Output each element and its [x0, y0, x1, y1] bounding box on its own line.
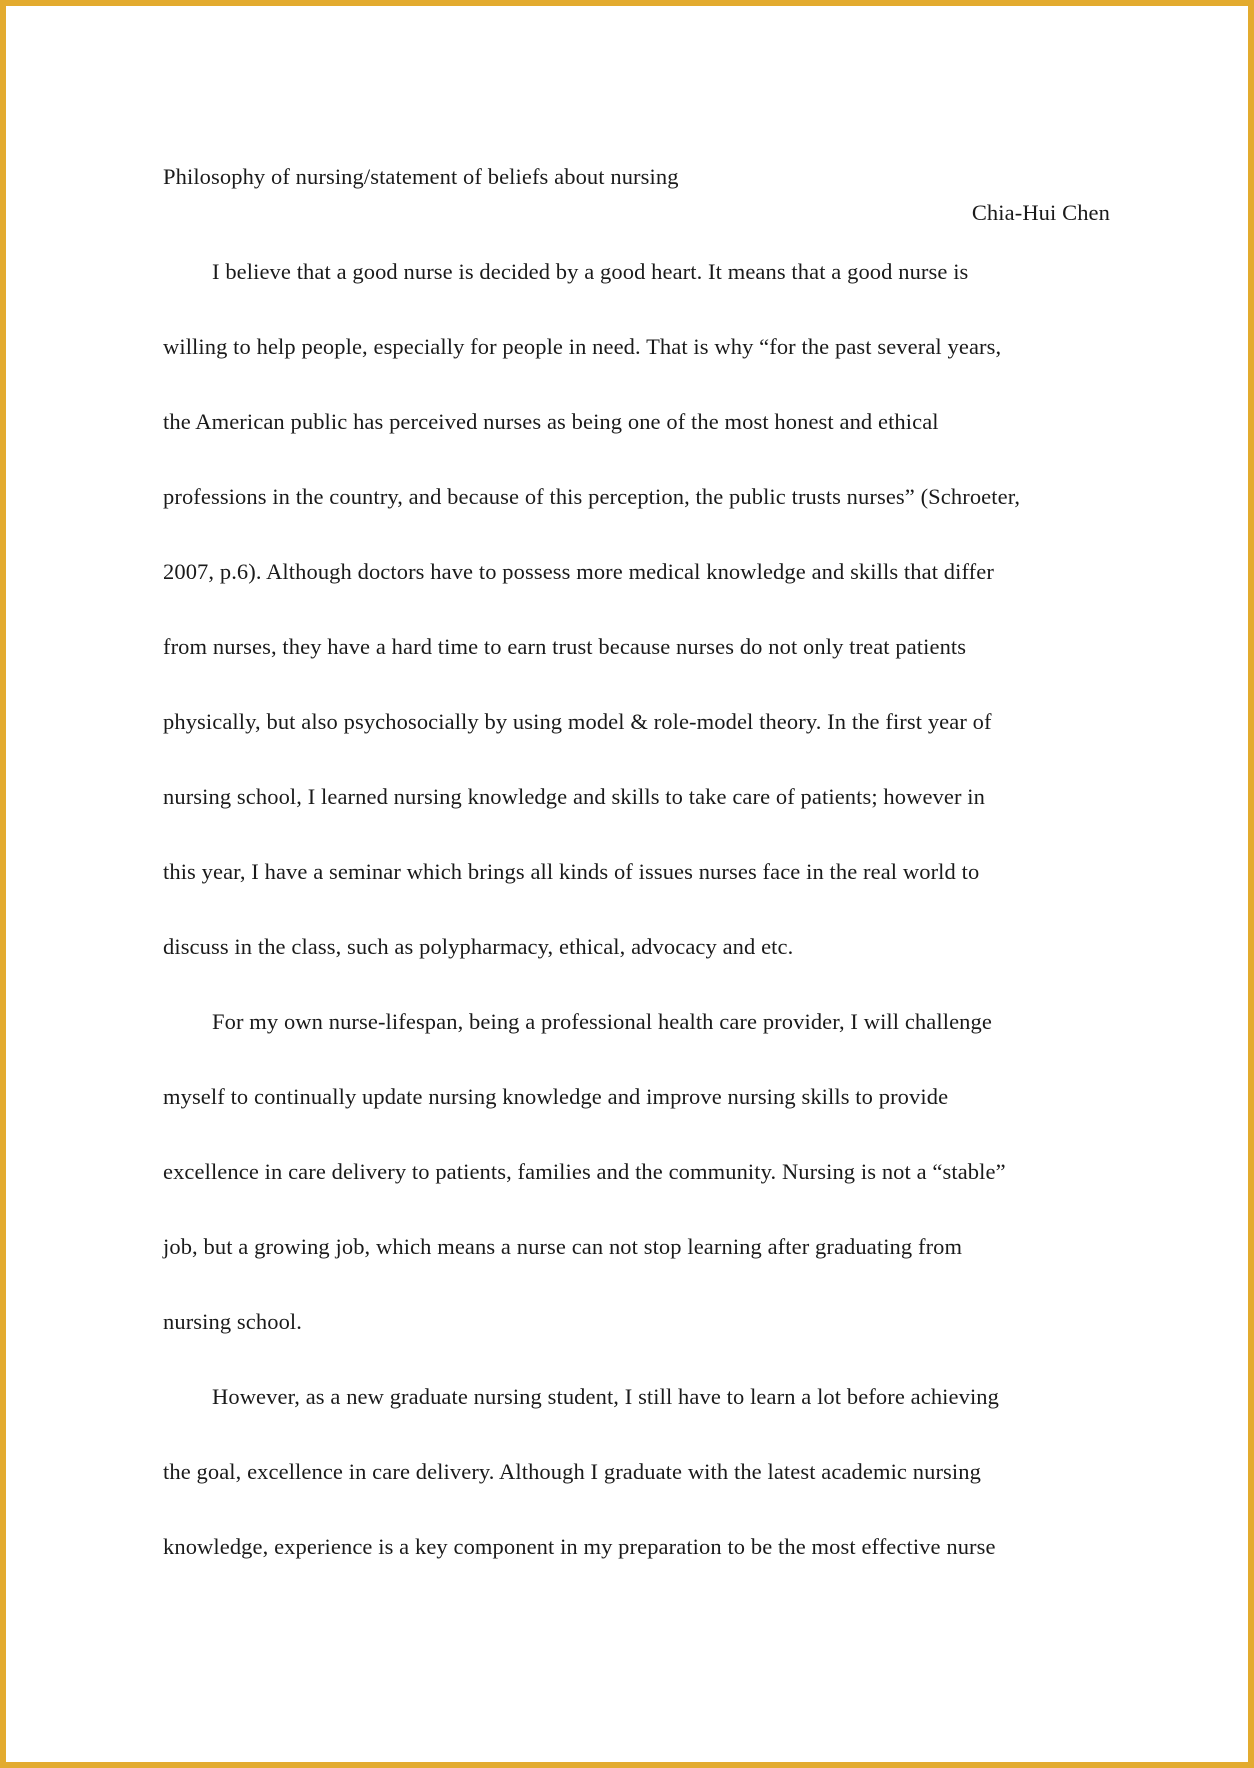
author-name: Chia-Hui Chen [971, 200, 1110, 225]
paragraph-line: I believe that a good nurse is decided by a good heart. It means that a good nurse is [212, 259, 969, 284]
paragraph-line: the goal, excellence in care delivery. Although I graduate with the latest academic nursing [163, 1459, 981, 1484]
paragraph-line: discuss in the class, such as polypharmacy, ethical, advocacy and etc. [163, 934, 794, 959]
paragraph-line: job, but a growing job, which means a nurse can not stop learning after graduating from [163, 1234, 963, 1259]
document-title: Philosophy of nursing/statement of beliefs about nursing [163, 164, 679, 189]
paragraph-line: For my own nurse-lifespan, being a professional health care provider, I will challenge [212, 1009, 992, 1034]
paragraph-line: However, as a new graduate nursing student, I still have to learn a lot before achieving [212, 1384, 1000, 1409]
paragraph-3 [163, 1359, 1109, 1584]
paragraph-line: from nurses, they have a hard time to earn trust because nurses do not only treat patients [163, 634, 967, 659]
paragraph-line: this year, I have a seminar which brings all kinds of issues nurses face in the real world to [163, 859, 980, 884]
paragraph-2 [163, 984, 1109, 1359]
paragraph-line: myself to continually update nursing knowledge and improve nursing skills to provide [163, 1084, 949, 1109]
paragraph-line: nursing school, I learned nursing knowledge and skills to take care of patients; however in [163, 784, 986, 809]
paragraph-line: professions in the country, and because of this perception, the public trusts nurses” (Schroeter, [163, 484, 1021, 509]
paragraph-line: 2007, p.6). Although doctors have to possess more medical knowledge and skills that differ [163, 559, 994, 584]
document-body [163, 162, 1109, 1584]
paragraph-line: knowledge, experience is a key component in my preparation to be the most effective nurse [163, 1534, 996, 1559]
paragraph-line: willing to help people, especially for people in need. That is why “for the past several years, [163, 334, 1002, 359]
paragraph-line: excellence in care delivery to patients, families and the community. Nursing is not a “stable” [163, 1159, 1006, 1184]
paragraph-line: nursing school. [163, 1309, 302, 1334]
paragraph-line: the American public has perceived nurses as being one of the most honest and ethical [163, 409, 939, 434]
paragraph-line: physically, but also psychosocially by using model & role-model theory. In the first year of [163, 709, 992, 734]
paragraph-1 [163, 234, 1109, 984]
